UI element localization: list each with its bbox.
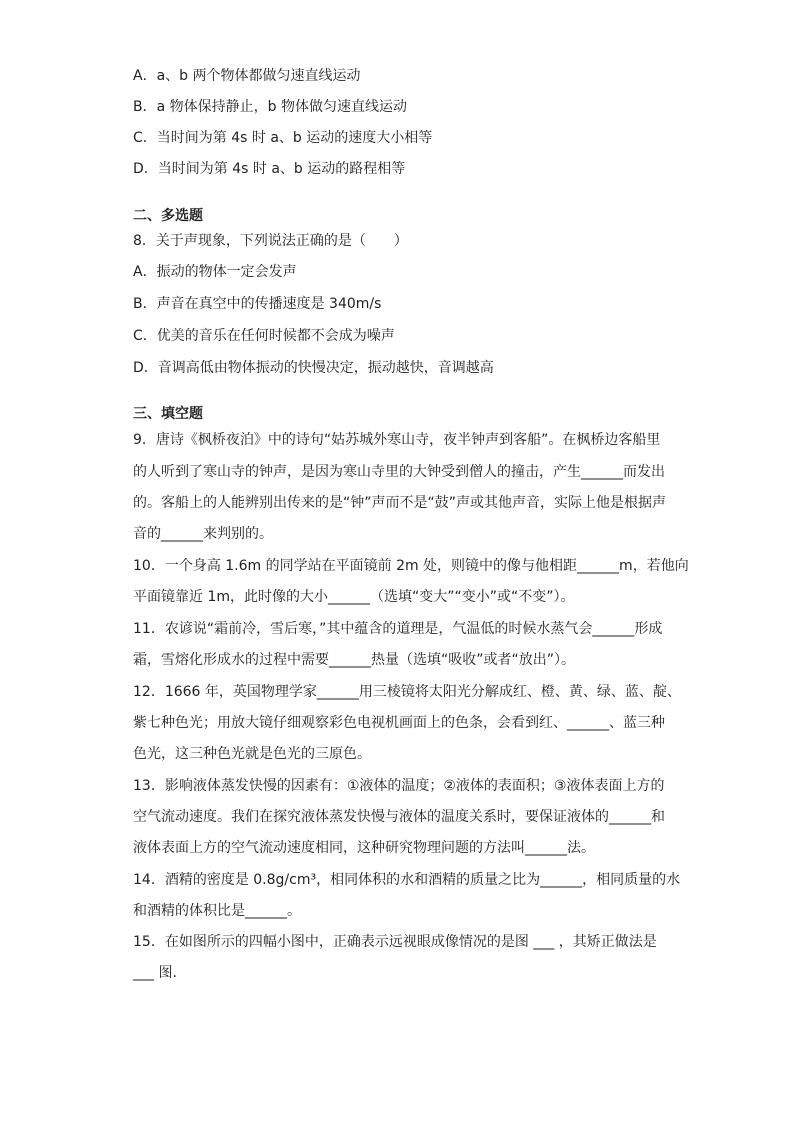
q7-option-c: C．当时间为第 4s 时 a、b 运动的速度大小相等: [133, 130, 433, 146]
q8-option-c: C．优美的音乐在任何时候都不会成为噪声: [133, 328, 395, 344]
q9-line-2: 的人听到了寒山寺的钟声，是因为寒山寺里的大钟受到僧人的撞击，产生______而发出: [133, 464, 665, 480]
q9-line-3: 的。客船上的人能辨别出传来的是“钟”声而不是“鼓”声或其他声音，实际上他是根据声: [133, 495, 667, 511]
q10-line-2: 平面镜靠近 1m，此时像的大小______（选填“变大”“变小”或“不变”）。: [133, 589, 575, 605]
section-title-multiple-choice: 二、多选题: [133, 208, 203, 224]
q7-option-d: D．当时间为第 4s 时 a、b 运动的路程相等: [133, 161, 406, 177]
q14-line-1: 14．酒精的密度是 0.8g/cm³，相同体积的水和酒精的质量之比为______，相同质量的水: [133, 872, 681, 888]
q8-option-d: D．音调高低由物体振动的快慢决定，振动越快，音调越高: [133, 360, 494, 376]
q15-line-1: 15．在如图所示的四幅小图中，正确表示远视眼成像情况的是图 ___ ，其矫正做法是: [133, 934, 657, 950]
q12-line-2: 紫七种色光；用放大镜仔细观察彩色电视机画面上的色条，会看到红、______、蓝三种: [133, 715, 665, 731]
q12-line-1: 12．1666 年，英国物理学家______用三棱镜将太阳光分解成红、橙、黄、绿、蓝、靛、: [133, 684, 681, 700]
q11-line-2: 霜，雪熔化形成水的过程中需要______热量（选填“吸收”或者“放出”）。: [133, 652, 576, 668]
q7-option-a: A．a、b 两个物体都做匀速直线运动: [133, 68, 361, 84]
q13-line-1: 13．影响液体蒸发快慢的因素有：①液体的温度；②液体的表面积；③液体表面上方的: [133, 778, 665, 794]
q8-option-b: B．声音在真空中的传播速度是 340m/s: [133, 296, 382, 312]
q9-line-1: 9．唐诗《枫桥夜泊》中的诗句“姑苏城外寒山寺，夜半钟声到客船”。在枫桥边客船里: [133, 432, 661, 448]
q14-line-2: 和酒精的体积比是______。: [133, 903, 301, 919]
q15-line-2: ___ 图.: [133, 965, 177, 981]
q9-line-4: 音的______来判别的。: [133, 526, 273, 542]
q11-line-1: 11．农谚说“霜前冷，雪后寒，”其中蕴含的道理是，气温低的时候水蒸气会______形成: [133, 621, 663, 637]
q8-stem: 8．关于声现象，下列说法正确的是（ ）: [133, 233, 408, 249]
q12-line-3: 色光，这三种色光就是色光的三原色。: [133, 746, 371, 762]
q13-line-3: 液体表面上方的空气流动速度相同，这种研究物理问题的方法叫______法。: [133, 840, 595, 856]
q10-line-1: 10．一个身高 1.6m 的同学站在平面镜前 2m 处，则镜中的像与他相距______m，若他向: [133, 558, 689, 574]
section-title-fill-in: 三、填空题: [133, 406, 203, 422]
q13-line-2: 空气流动速度。我们在探究液体蒸发快慢与液体的温度关系时，要保证液体的______和: [133, 809, 665, 825]
q8-option-a: A．振动的物体一定会发声: [133, 264, 297, 280]
q7-option-b: B．a 物体保持静止，b 物体做匀速直线运动: [133, 99, 407, 115]
